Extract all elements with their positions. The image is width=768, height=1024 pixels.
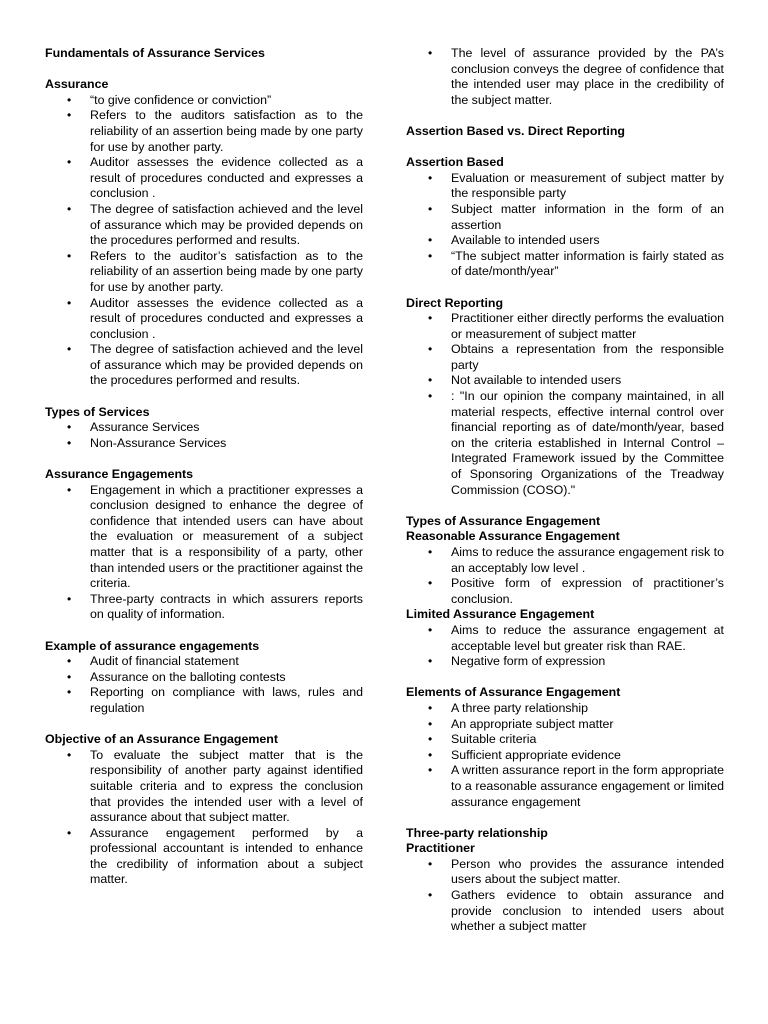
list-item: • Refers to the auditor’s satisfaction as to the reliability of an assertion being made by one party for use by another party. [45,249,363,296]
list-item: • Gathers evidence to obtain assurance and provide conclusion to intended users about whether a subject matter [406,888,724,935]
list-item: • Three-party contracts in which assurers reports on quality of information. [45,592,363,623]
three-party-heading: Three-party relationship [406,825,548,840]
practitioner-heading: Practitioner [406,841,475,856]
list-item: • Not available to intended users [406,373,724,389]
practitioner-list [406,857,724,935]
list-item: • A written assurance report in the form appropriate to a reasonable assurance engagement or limited assurance engagement [406,763,724,810]
list-item: • The degree of satisfaction achieved and the level of assurance which may be provided depends on the procedures performed and results. [45,202,363,249]
list-item: • Sufficient appropriate evidence [406,748,724,764]
document-title: Fundamentals of Assurance Services [45,46,265,60]
list-item: • Assurance Services [45,420,363,436]
assertion-based-list [406,171,724,280]
elements-heading: Elements of Assurance Engagement [406,685,621,700]
list-item: • Assurance on the balloting contests [45,670,363,686]
list-item: • Assurance engagement performed by a professional accountant is intended to enhance the credibility of information about a subject matter. [45,826,363,888]
list-item: • Audit of financial statement [45,654,363,670]
assertion-vs-direct-heading: Assertion Based vs. Direct Reporting [406,123,625,138]
types-of-services-heading: Types of Services [45,404,150,419]
list-item: • The degree of satisfaction achieved and the level of assurance which may be provided depends on the procedures performed and results. [45,342,363,389]
list-item: • To evaluate the subject matter that is the responsibility of another party against identified suitable criteria and to express the conclusion that provides the intended user with a level of assurance about that subject matter. [45,748,363,826]
limited-assurance-list [406,623,724,670]
list-item: • Reporting on compliance with laws, rules and regulation [45,685,363,716]
assurance-engagements-list [45,483,363,623]
assurance-list [45,93,363,389]
list-item: • Positive form of expression of practitioner’s conclusion. [406,576,724,607]
assertion-based-heading: Assertion Based [406,155,504,170]
list-item: • Negative form of expression [406,654,724,670]
direct-reporting-list [406,311,724,498]
list-item: • Suitable criteria [406,732,724,748]
list-item: • Practitioner either directly performs the evaluation or measurement of subject matter [406,311,724,342]
list-item: • Obtains a representation from the responsible party [406,342,724,373]
list-item: • Aims to reduce the assurance engagement risk to an acceptably low level . [406,545,724,576]
objective-heading: Objective of an Assurance Engagement [45,732,278,747]
assurance-heading: Assurance [45,77,109,92]
left-column [45,46,363,888]
list-item: • : "In our opinion the company maintained, in all material respects, effective internal control over financial reporting as of date/month/year, based on the criteria established in Internal Control – Integrated Framework issued by the Committee of Sponsoring Organizations of the Treadway Commission (COSO)." [406,389,724,498]
examples-list [45,654,363,716]
list-item: • Auditor assesses the evidence collected as a result of procedures conducted and expresses a conclusion . [45,155,363,202]
list-item: • Auditor assesses the evidence collected as a result of procedures conducted and expresses a conclusion . [45,296,363,343]
elements-list [406,701,724,810]
list-item: • Aims to reduce the assurance engagement at acceptable level but greater risk than RAE. [406,623,724,654]
list-item: • “to give confidence or conviction” [45,93,363,109]
list-item: • Engagement in which a practitioner expresses a conclusion designed to enhance the degree of confidence that intended users can have about the evaluation or measurement of a subject matter that is a responsibility of a party, other than intended users or the practitioner against the criteria. [45,483,363,592]
direct-reporting-heading: Direct Reporting [406,295,504,310]
list-item: • “The subject matter information is fairly stated as of date/month/year” [406,249,724,280]
continued-list [406,46,724,108]
list-item: • Refers to the auditors satisfaction as to the reliability of an assertion being made by one party for use by another party. [45,108,363,155]
list-item: • Available to intended users [406,233,724,249]
reasonable-assurance-heading: Reasonable Assurance Engagement [406,529,620,544]
list-item: • Person who provides the assurance intended users about the subject matter. [406,857,724,888]
list-item: • Evaluation or measurement of subject matter by the responsible party [406,171,724,202]
list-item: • The level of assurance provided by the PA’s conclusion conveys the degree of confidence that the intended user may place in the credibility of the subject matter. [406,46,724,108]
types-of-services-list [45,420,363,451]
right-column [406,46,724,935]
reasonable-assurance-list [406,545,724,607]
list-item: • An appropriate subject matter [406,717,724,733]
types-of-engagement-heading: Types of Assurance Engagement [406,513,601,528]
assurance-engagements-heading: Assurance Engagements [45,467,194,482]
limited-assurance-heading: Limited Assurance Engagement [406,607,595,622]
objective-list [45,748,363,888]
list-item: • Non-Assurance Services [45,436,363,452]
list-item: • Subject matter information in the form of an assertion [406,202,724,233]
examples-heading: Example of assurance engagements [45,638,260,653]
list-item: • A three party relationship [406,701,724,717]
